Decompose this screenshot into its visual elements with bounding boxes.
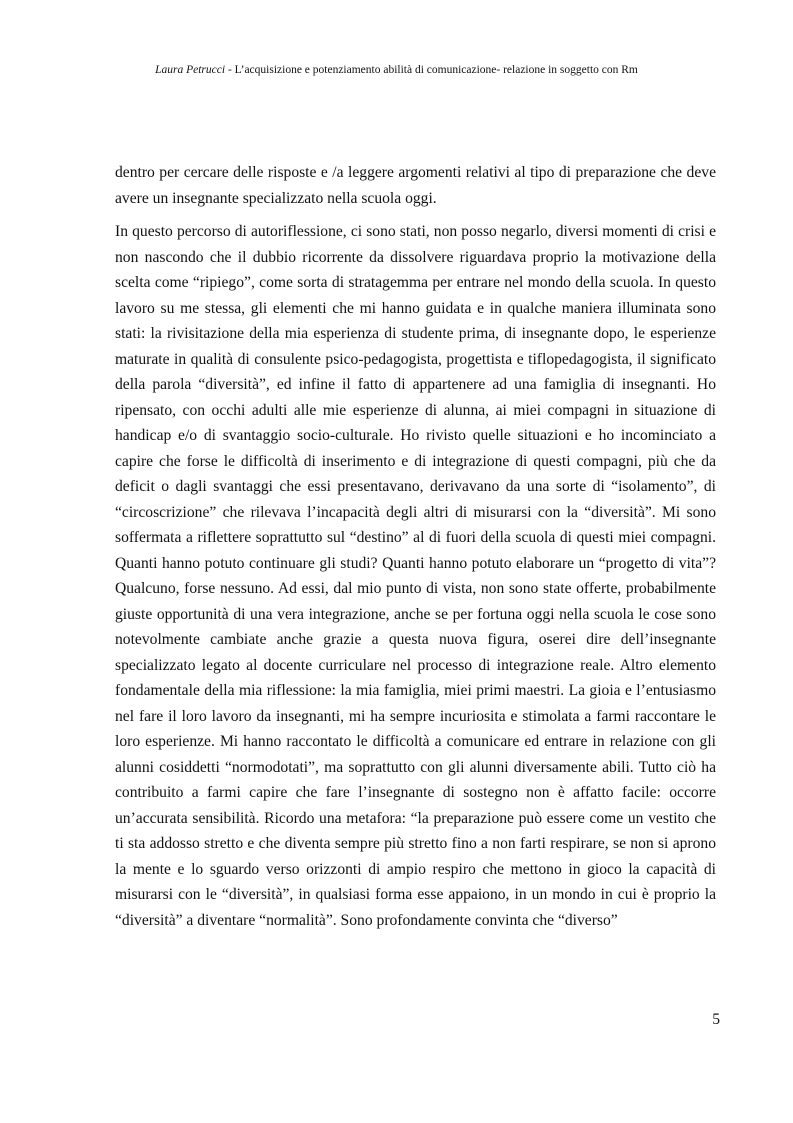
paragraph: dentro per cercare delle risposte e /a leggere argomenti relativi al tipo di preparazione che deve avere un insegnante specializzato nella scuola oggi. (115, 164, 716, 207)
header-title: - L’acquisizione e potenziamento abilità di comunicazione- relazione in soggetto con Rm (225, 64, 638, 76)
running-header (0, 62, 793, 78)
header-author: Laura Petrucci (155, 64, 226, 76)
paragraph: In questo percorso di autoriflessione, ci sono stati, non posso negarlo, diversi momenti di crisi e non nascondo che il dubbio ricorrente da dissolvere riguardava proprio la motivazione della scelta come “ripiego”, come sorta di stratagemma per entrare nel mondo della scuola. In questo lavoro su me stessa, gli elementi che mi hanno guidata e in qualche maniera illuminata sono stati: la rivisitazione della mia esperienza di studente prima, di insegnante dopo, le esperienze maturate in qualità di consulente psico-pedagogista, progettista e tiflopedagogista, il significato della parola “diversità”, ed infine il fatto di appartenere ad una famiglia di insegnanti. Ho ripensato, con occhi adulti alle mie esperienze di alunna, ai miei compagni in situazione di handicap e/o di svantaggio socio-culturale. Ho rivisto quelle situazioni e ho incominciato a capire che forse le difficoltà di inserimento e di integrazione di questi compagni, più che da deficit o dagli svantaggi che essi presentavano, derivavano da una sorte di “isolamento”, di “circoscrizione” che rilevava l’incapacità degli altri di misurarsi con la “diversità”. Mi sono soffermata a riflettere soprattutto sul “destino” al di fuori della scuola di questi miei compagni. Quanti hanno potuto continuare gli studi? Quanti hanno potuto elaborare un “progetto di vita”? Qualcuno, forse nessuno. Ad essi, dal mio punto di vista, non sono state offerte, probabilmente giuste opportunità di una vera integrazione, anche se per fortuna oggi nella scuola le cose sono notevolmente cambiate anche grazie a questa nuova figura, oserei dire dell’insegnante specializzato legato al docente curriculare nel processo di integrazione reale. Altro elemento fondamentale della mia riflessione: la mia famiglia, miei primi maestri. La gioia e l’entusiasmo nel fare il loro lavoro da insegnanti, mi ha sempre incuriosita e stimolata a farmi raccontare le loro esperienze. Mi hanno raccontato le difficoltà a comunicare ed entrare in relazione con gli alunni cosiddetti “normodotati”, ma soprattutto con gli alunni diversamente abili. Tutto ciò ha contribuito a farmi capire che fare l’insegnante di sostegno non è affatto facile: occorre un’accurata sensibilità. Ricordo una metafora: “la preparazione può essere come un vestito che ti sta addosso stretto e che diventa sempre più stretto fino a non farti respirare, se non si aprono la mente e lo sguardo verso orizzonti di ampio respiro che mettono in gioco la capacità di misurarsi con le “diversità”, in qualsiasi forma esse appaiono, in un mondo in cui è proprio la “diversità” a diventare “normalità”. Sono profondamente convinta che “diverso” (115, 223, 716, 929)
page-number: 5 (712, 1011, 720, 1028)
body-text (115, 160, 716, 933)
